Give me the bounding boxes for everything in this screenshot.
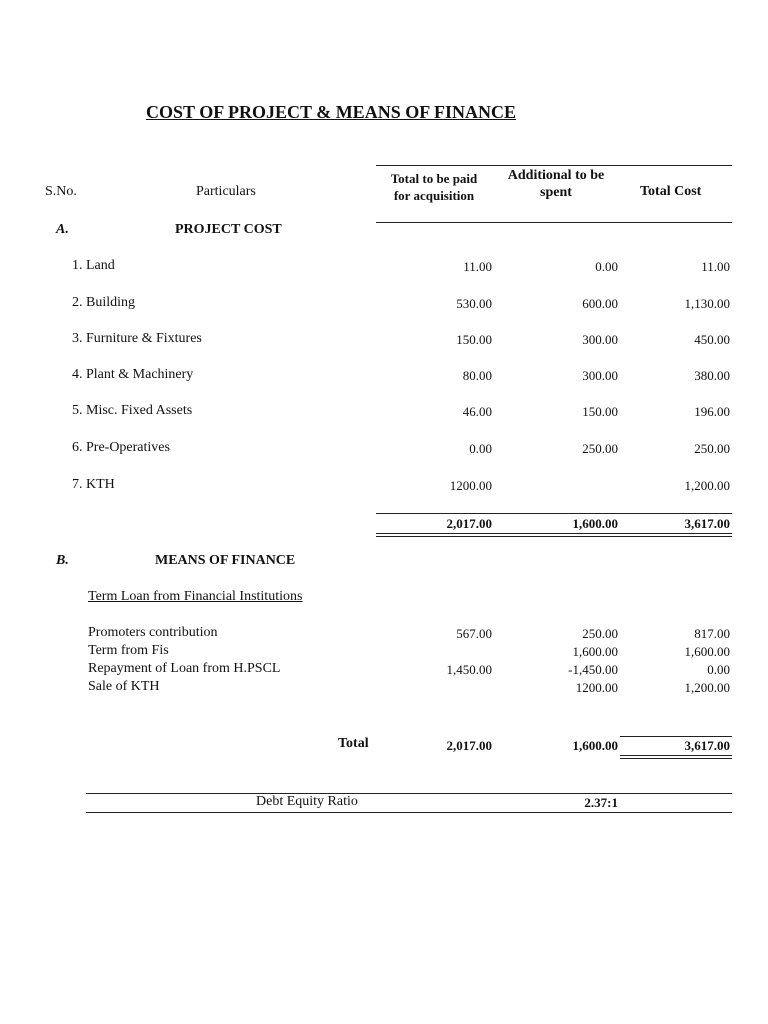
row-value-col3: 1,130.00 bbox=[684, 296, 730, 311]
header-col1-line1: Total to be paid bbox=[390, 171, 478, 186]
row-value-col2: 150.00 bbox=[582, 404, 618, 419]
row-value-col1: 567.00 bbox=[456, 626, 492, 641]
row-value-col1: 150.00 bbox=[456, 332, 492, 347]
header-col2 bbox=[494, 167, 618, 201]
section-a-label: A. bbox=[56, 222, 69, 237]
total-col3: 3,617.00 bbox=[684, 516, 730, 531]
total-col2: 1,600.00 bbox=[572, 738, 618, 753]
total-col2: 1,600.00 bbox=[572, 516, 618, 531]
header-col1-line2: for acquisition bbox=[393, 188, 475, 203]
header-sno: S.No. bbox=[45, 184, 77, 199]
row-label: 5. Misc. Fixed Assets bbox=[72, 403, 193, 418]
header-bottom-rule bbox=[376, 222, 732, 223]
header-col2-line2: spent bbox=[540, 185, 572, 200]
row-value-col1: 0.00 bbox=[469, 441, 492, 456]
header-top-rule bbox=[376, 165, 732, 166]
ratio-bottom-rule bbox=[86, 812, 732, 813]
row-value-col2: 0.00 bbox=[595, 259, 618, 274]
total-top-rule bbox=[620, 736, 732, 737]
row-value-col3: 196.00 bbox=[694, 404, 730, 419]
row-value-col3: 11.00 bbox=[701, 259, 730, 274]
header-particulars: Particulars bbox=[196, 184, 256, 199]
ratio-label: Debt Equity Ratio bbox=[256, 794, 358, 809]
row-value-col2: 1200.00 bbox=[575, 680, 618, 695]
row-value-col3: 1,200.00 bbox=[684, 478, 730, 493]
row-value-col3: 0.00 bbox=[707, 662, 730, 677]
header-col2-line1: Additional to be bbox=[507, 168, 605, 183]
header-col3: Total Cost bbox=[640, 184, 702, 199]
section-b-label: B. bbox=[56, 553, 69, 568]
section-a-title: PROJECT COST bbox=[175, 222, 282, 237]
row-value-col2: 600.00 bbox=[582, 296, 618, 311]
row-value-col2: 300.00 bbox=[582, 332, 618, 347]
row-value-col2: 250.00 bbox=[582, 626, 618, 641]
row-value-col3: 250.00 bbox=[694, 441, 730, 456]
header-col1 bbox=[380, 170, 488, 204]
row-value-col2: -1,450.00 bbox=[568, 662, 618, 677]
ratio-value: 2.37:1 bbox=[584, 795, 618, 810]
row-value-col2: 300.00 bbox=[582, 368, 618, 383]
row-label: 3. Furniture & Fixtures bbox=[72, 331, 202, 346]
row-value-col1: 1,450.00 bbox=[446, 662, 492, 677]
row-value-col3: 1,200.00 bbox=[684, 680, 730, 695]
row-label: 6. Pre-Operatives bbox=[72, 440, 170, 455]
row-label: Promoters contribution bbox=[88, 625, 218, 640]
row-value-col2: 250.00 bbox=[582, 441, 618, 456]
ratio-top-rule bbox=[86, 793, 732, 794]
total-double-rule bbox=[376, 533, 732, 537]
row-value-col1: 1200.00 bbox=[449, 478, 492, 493]
total-label: Total bbox=[338, 736, 369, 751]
row-value-col1: 80.00 bbox=[462, 368, 492, 383]
row-value-col1: 11.00 bbox=[463, 259, 492, 274]
row-value-col3: 380.00 bbox=[694, 368, 730, 383]
total-col1: 2,017.00 bbox=[446, 738, 492, 753]
total-col3: 3,617.00 bbox=[684, 738, 730, 753]
row-value-col3: 450.00 bbox=[694, 332, 730, 347]
total-top-rule bbox=[376, 513, 732, 514]
row-value-col3: 1,600.00 bbox=[684, 644, 730, 659]
row-value-col1: 530.00 bbox=[456, 296, 492, 311]
row-label: Repayment of Loan from H.PSCL bbox=[88, 661, 281, 676]
section-b-title: MEANS OF FINANCE bbox=[155, 553, 296, 568]
row-label: Sale of KTH bbox=[88, 679, 160, 694]
row-value-col2: 1,600.00 bbox=[572, 644, 618, 659]
total-double-rule bbox=[620, 755, 732, 759]
page-title: COST OF PROJECT & MEANS OF FINANCE bbox=[146, 102, 517, 122]
row-label: 7. KTH bbox=[72, 477, 115, 492]
row-label: Term from Fis bbox=[88, 643, 169, 658]
row-label: 4. Plant & Machinery bbox=[72, 367, 194, 382]
row-value-col3: 817.00 bbox=[694, 626, 730, 641]
section-b-subheading: Term Loan from Financial Institutions bbox=[88, 589, 303, 604]
total-col1: 2,017.00 bbox=[446, 516, 492, 531]
row-label: 2. Building bbox=[72, 295, 136, 310]
row-label: 1. Land bbox=[72, 258, 115, 273]
row-value-col1: 46.00 bbox=[462, 404, 492, 419]
